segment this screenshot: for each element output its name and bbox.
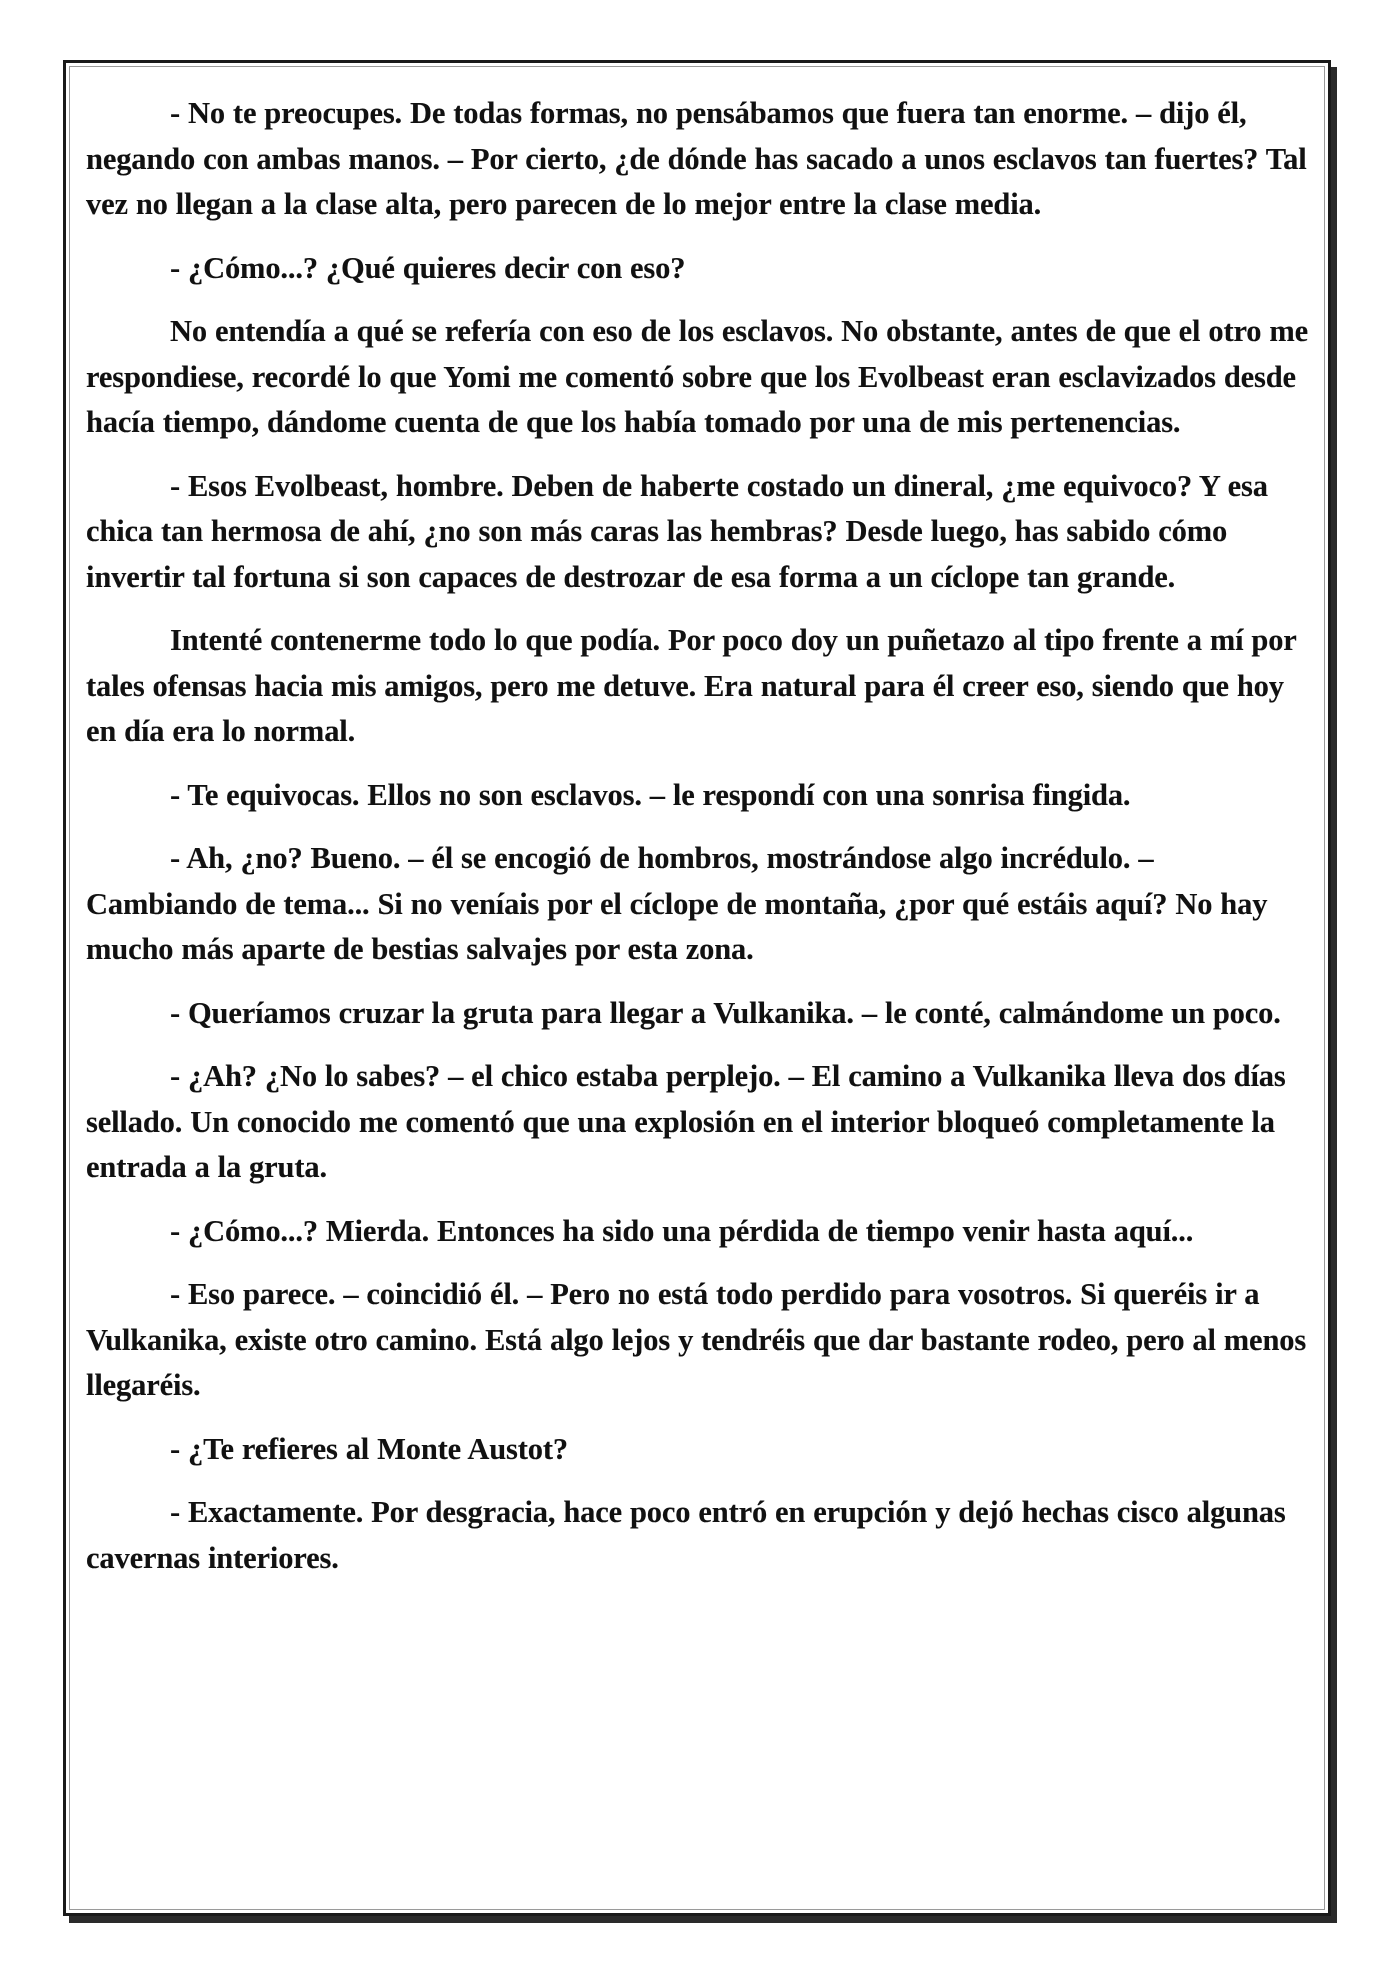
- paragraph: - ¿Ah? ¿No lo sabes? – el chico estaba perplejo. – El camino a Vulkanika lleva dos días sellado. Un conocido me comentó que una explosión en el interior bloqueó completamente la entrada a la gruta.: [86, 1059, 1286, 1184]
- paragraph: - ¿Cómo...? ¿Qué quieres decir con eso?: [170, 250, 686, 285]
- paragraph: - Te equivocas. Ellos no son esclavos. – le respondí con una sonrisa fingida.: [170, 777, 1131, 812]
- paragraph: - ¿Cómo...? Mierda. Entonces ha sido una pérdida de tiempo venir hasta aquí...: [170, 1213, 1194, 1248]
- paragraph: - Exactamente. Por desgracia, hace poco entró en erupción y dejó hechas cisco algunas cavernas interiores.: [86, 1495, 1286, 1575]
- paragraph: - Eso parece. – coincidió él. – Pero no está todo perdido para vosotros. Si queréis ir a Vulkanika, existe otro camino. Está algo lejos y tendréis que dar bastante rodeo, pero al menos llegaréis.: [86, 1277, 1307, 1402]
- paragraph: - Esos Evolbeast, hombre. Deben de haberte costado un dineral, ¿me equivoco? Y esa chica tan hermosa de ahí, ¿no son más caras las hembras? Desde luego, has sabido cómo invertir tal fortuna si son capaces de destrozar de esa forma a un cíclope tan grande.: [86, 468, 1268, 594]
- paragraph: - Queríamos cruzar la gruta para llegar a Vulkanika. – le conté, calmándome un poco.: [170, 995, 1281, 1030]
- paragraph: Intenté contenerme todo lo que podía. Por poco doy un puñetazo al tipo frente a mí por tales ofensas hacia mis amigos, pero me detuve. Era natural para él creer eso, siendo que hoy en día era lo normal.: [86, 623, 1297, 748]
- paragraph: - Ah, ¿no? Bueno. – él se encogió de hombros, mostrándose algo incrédulo. – Cambiando de tema... Si no veníais por el cíclope de montaña, ¿por qué estáis aquí? No hay mucho más aparte de bestias salvajes por esta zona.: [86, 841, 1268, 966]
- document-body: [86, 91, 1312, 1599]
- paragraph: - ¿Te refieres al Monte Austot?: [170, 1431, 568, 1466]
- paragraph: - No te preocupes. De todas formas, no pensábamos que fuera tan enorme. – dijo él, negando con ambas manos. – Por cierto, ¿de dónde has sacado a unos esclavos tan fuertes? Tal vez no llegan a la clase alta, pero parecen de lo mejor entre la clase media.: [86, 96, 1307, 221]
- page-frame: [63, 60, 1331, 1916]
- paragraph: No entendía a qué se refería con eso de los esclavos. No obstante, antes de que el otro me respondiese, recordé lo que Yomi me comentó sobre que los Evolbeast eran esclavizados desde hacía tiempo, dándome cuenta de que los había tomado por una de mis pertenencias.: [86, 314, 1309, 439]
